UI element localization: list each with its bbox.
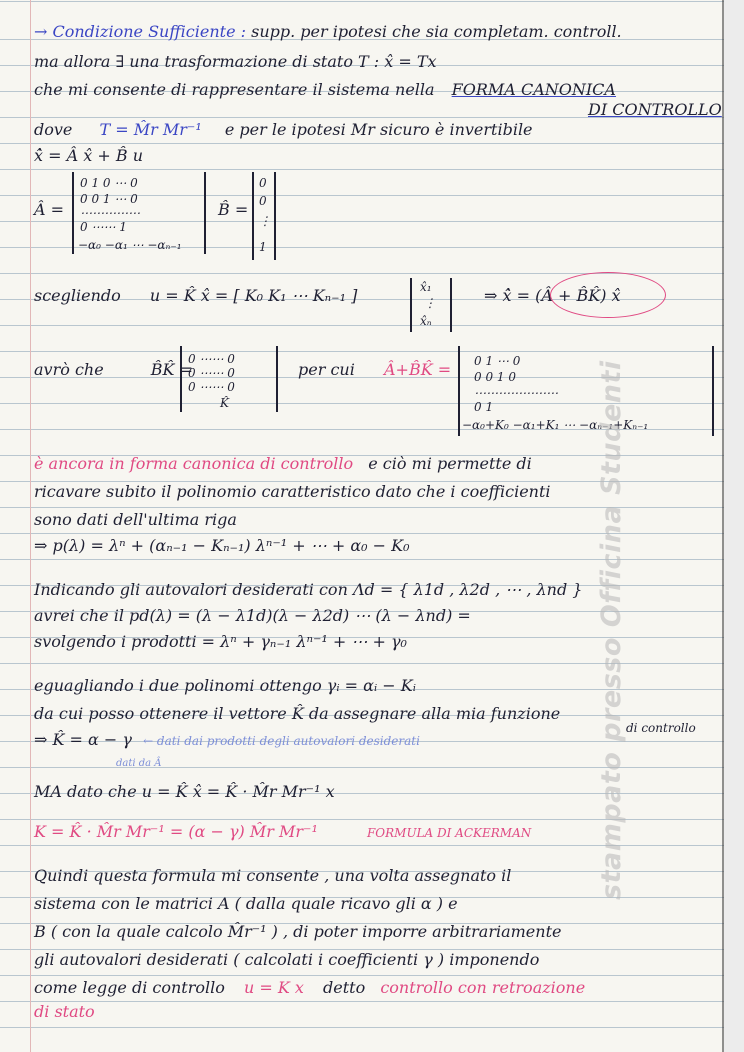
state-vector-row: x̂ₙ [420, 314, 432, 328]
line-last-row: sono dati dell'ultima riga [34, 510, 237, 529]
matrix-b-row: 0 [259, 176, 267, 190]
matrix-a [72, 172, 206, 254]
line-represent [34, 80, 616, 100]
line-transformation: ma allora ∃ una trasformazione di stato T : x̂ = Tx [34, 52, 437, 71]
ackerman-label: FORMULA DI ACKERMAN [366, 826, 532, 840]
matrix-a-row: −α₀ −α₁ ⋯ −αₙ₋₁ [78, 238, 182, 252]
matrix-b-row: 0 [259, 194, 267, 208]
avro-che-text: avrò che [34, 360, 104, 379]
state-feedback-label: controllo con retroazione [380, 978, 586, 997]
line-polynomial: ⇒ p(λ) = λⁿ + (αₙ₋₁ − Kₙ₋₁) λⁿ⁻¹ + ⋯ + α₀ − K₀ [34, 536, 410, 555]
represent-text: che mi consente di rappresentare il sistema nella [34, 80, 435, 99]
matrix-a-label: Â = [34, 200, 65, 219]
state-vector-row: ⋮ [424, 296, 436, 310]
line-condition-heading [34, 22, 622, 42]
given-by-a-note: dati da Â [116, 758, 162, 769]
where-text: dove [34, 120, 73, 139]
matrix-abk [458, 346, 714, 436]
line-equate: eguagliando i due polinomi ottengo γᵢ = αᵢ − Kᵢ [34, 676, 416, 695]
k-hat-formula: ⇒ K̂ = α − γ [34, 730, 132, 749]
matrix-a-row: ⋯⋯⋯⋯⋯ [80, 206, 140, 220]
matrix-bk-row: 0 ⋯⋯ 0 [188, 380, 235, 394]
called-text: detto [323, 978, 366, 997]
matrix-b-row: 1 [259, 240, 267, 254]
line-conclusion-3: B ( con la quale calcolo M̂r⁻¹ ) , di poter imporre arbitrariamente [34, 922, 562, 941]
condition-text: supp. per ipotesi che sia completam. controll. [251, 22, 622, 41]
allows-text: e ciò mi permette di [368, 454, 532, 473]
control-law-hat: u = K̂ x̂ = [ K₀ K₁ ⋯ Kₙ₋₁ ] [149, 286, 358, 305]
line-expanded: svolgendo i prodotti = λⁿ + γₙ₋₁ λⁿ⁻¹ + ⋯ + γ₀ [34, 632, 407, 651]
line-gain-vector: da cui posso ottenere il vettore K̂ da assegnare alla mia funzione [34, 704, 561, 723]
bk-label: B̂K̂ = [150, 360, 193, 379]
control-law: u = K x [243, 978, 304, 997]
matrix-abk-row: −α₀+K₀ −α₁+K₁ ⋯ −αₙ₋₁+Kₙ₋₁ [462, 418, 649, 432]
matrix-a-row: 0 ⋯⋯ 1 [80, 220, 127, 234]
matrix-abk-row: ⋯⋯⋯⋯⋯⋯⋯ [474, 386, 558, 400]
matrix-a-row: 0 0 1 ⋯ 0 [80, 192, 138, 206]
line-choosing [34, 286, 357, 306]
ackerman-formula: K = K̂ · M̂r Mr⁻¹ = (α − γ) M̂r Mr⁻¹ [34, 822, 318, 841]
highlight-ellipse [550, 272, 666, 318]
state-vector-row: x̂₁ [420, 280, 432, 294]
line-state: di stato [34, 1002, 95, 1021]
matrix-bk-row: K̂ [220, 396, 229, 410]
choosing-text: scegliendo [34, 286, 121, 305]
matrix-b [252, 172, 276, 260]
canonical-form-label: FORMA CANONICA [451, 80, 616, 99]
line-where [34, 120, 533, 140]
closed-loop-matrix: (Â + B̂K̂) [535, 286, 607, 305]
margin-line [30, 0, 31, 1052]
line-eigenvalues: Indicando gli autovalori desiderati con Λd = { λ1d , λ2d , ⋯ , λnd } [34, 580, 583, 599]
page-edge-shadow [724, 0, 744, 1052]
watermark: stampato presso Officina Studenti [596, 360, 627, 900]
transform-formula: T = M̂r Mr⁻¹ [99, 120, 202, 139]
abk-label: Â+B̂K̂ = [384, 360, 452, 379]
line-ackerman [34, 822, 531, 843]
invertible-text: e per le ipotesi Mr sicuro è invertibile [224, 120, 533, 139]
line-still-canonical [34, 454, 532, 474]
still-canonical-text: è ancora in forma canonica di controllo [34, 454, 354, 473]
line-but-since: MA dato che u = K̂ x̂ = K̂ · M̂r Mr⁻¹ x [34, 782, 335, 801]
line-characteristic: ricavare subito il polinomio caratteristico dato che i coefficienti [34, 482, 551, 501]
matrix-b-row: ⋮ [259, 214, 271, 228]
matrix-bk-row: 0 ⋯⋯ 0 [188, 366, 235, 380]
control-function-note: di controllo [626, 721, 696, 735]
line-desired-poly: avrei che il pd(λ) = (λ − λ1d)(λ − λ2d) ⋯ (λ − λnd) = [34, 606, 471, 625]
line-state-equation: ẋ̂ = Â x̂ + B̂ u [34, 146, 143, 165]
line-k-hat [34, 730, 420, 751]
closed-loop-state: x̂ [611, 286, 621, 305]
control-law-text: come legge di controllo [34, 978, 225, 997]
matrix-abk-row: 0 0 1 0 [474, 370, 516, 384]
line-conclusion-1: Quindi questa formula mi consente , una volta assegnato il [34, 866, 512, 885]
matrix-b-label: B̂ = [218, 200, 249, 219]
matrix-abk-row: 0 1 ⋯ 0 [474, 354, 521, 368]
line-conclusion-2: sistema con le matrici A ( dalla quale ricavo gli α ) e [34, 894, 458, 913]
line-conclusion-5 [34, 978, 585, 998]
matrix-bk [180, 346, 278, 412]
control-label: DI CONTROLLO [588, 100, 722, 119]
closed-loop-lhs: ⇒ ẋ̂ = [484, 286, 531, 305]
line-bk [34, 360, 193, 380]
matrix-bk-row: 0 ⋯⋯ 0 [188, 352, 235, 366]
matrix-a-row: 0 1 0 ⋯ 0 [80, 176, 138, 190]
page-edge [722, 0, 724, 1052]
line-conclusion-4: gli autovalori desiderati ( calcolati i coefficienti γ ) imponendo [34, 950, 540, 969]
per-cui-text: per cui [298, 360, 355, 379]
condition-heading: → Condizione Sufficiente : [34, 22, 247, 41]
state-vector [410, 278, 452, 332]
eigen-products-note: ← dati dai prodotti degli autovalori desiderati [143, 734, 420, 748]
matrix-abk-row: 0 1 [474, 400, 494, 414]
